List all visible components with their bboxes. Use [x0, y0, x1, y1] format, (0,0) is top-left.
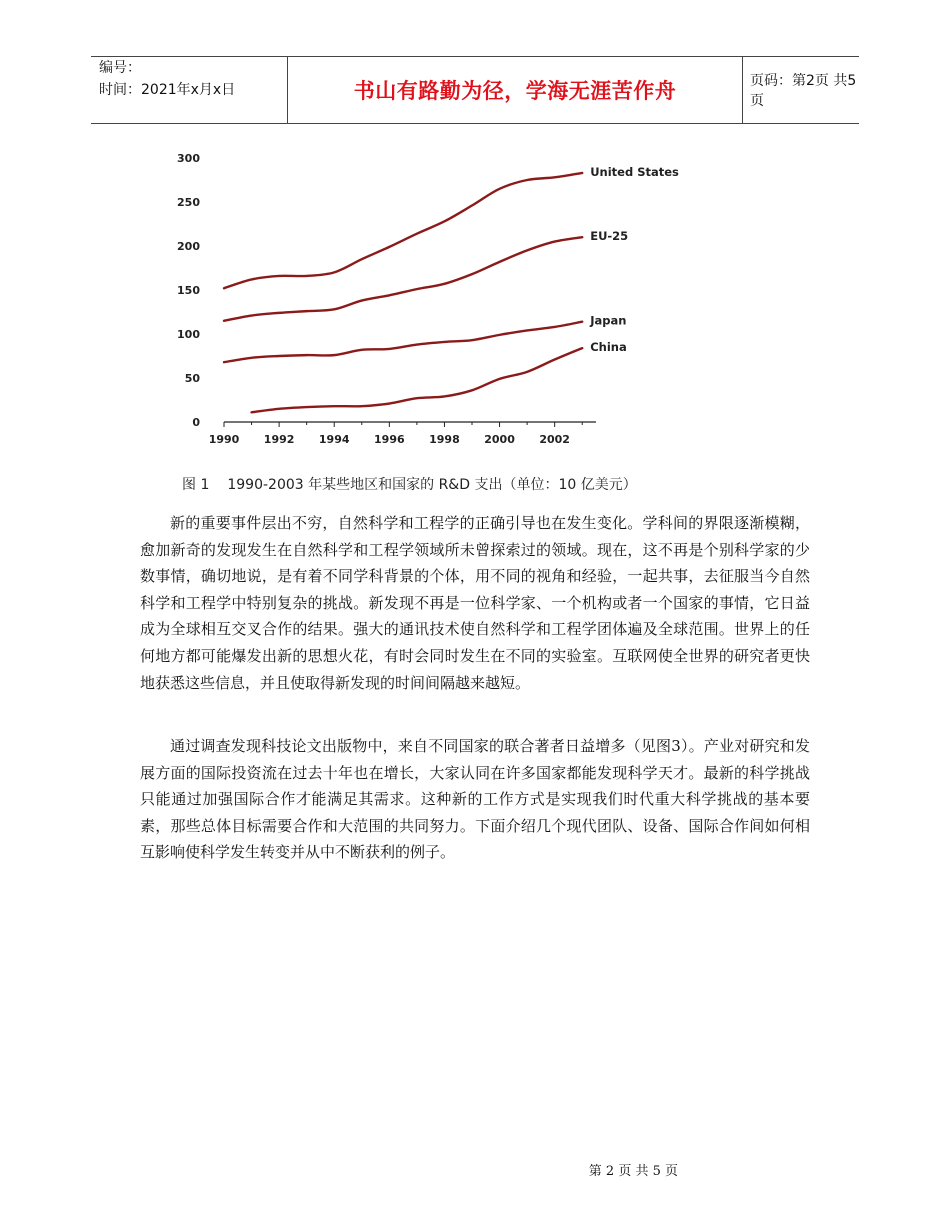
x-tick-label: 2000 — [484, 433, 515, 446]
y-tick-label: 50 — [184, 372, 200, 385]
figure-caption-text: 1990-2003 年某些地区和国家的 R&D 支出（单位：10 亿美元） — [227, 477, 637, 493]
doc-time-label: 时间：2021年x月x日 — [99, 82, 236, 98]
figure-number: 图 1 — [182, 477, 210, 493]
x-tick-label: 1994 — [318, 433, 350, 446]
header-motto-cell — [287, 57, 743, 123]
series-line — [252, 348, 583, 412]
header-page-label: 页码：第2页 共5页 — [750, 73, 857, 109]
x-tick-label: 1996 — [374, 433, 405, 446]
document-header — [91, 56, 859, 124]
y-tick-label: 200 — [177, 240, 200, 253]
figure-caption — [182, 474, 637, 494]
header-motto: 书山有路勤为径，学海无涯苦作舟 — [353, 79, 677, 103]
x-tick-label: 1998 — [429, 433, 460, 446]
series-line — [224, 173, 582, 288]
y-tick-label: 300 — [177, 152, 200, 165]
y-tick-label: 0 — [192, 416, 200, 429]
x-tick-label: 2002 — [539, 433, 570, 446]
body-paragraph-1: 新的重要事件层出不穷，自然科学和工程学的正确引导也在发生变化。学科间的界限逐渐模糊，愈加新奇的发现发生在自然科学和工程学领域所未曾探索过的领域。现在，这不再是个别科学家的少数事情，确切地说，是有着不同学科背景的个体，用不同的视角和经验，一起共事，去征服当今自然科学和工程学中特别复杂的挑战。新发现不再是一位科学家、一个机构或者一个国家的事情，它日益成为全球相互交叉合作的结果。强大的通讯技术使自然科学和工程学团体遍及全球范围。世界上的任何地方都可能爆发出新的思想火花，有时会同时发生在不同的实验室。互联网使全世界的研究者更快地获悉这些信息，并且使取得新发现的时间间隔越来越短。 — [140, 514, 810, 692]
page-footer: 第 2 页 共 5 页 — [588, 1164, 678, 1179]
header-meta-cell — [91, 57, 287, 123]
series-line — [224, 237, 582, 321]
series-label: United States — [590, 164, 679, 179]
x-tick-label: 1990 — [208, 433, 240, 446]
series-label: Japan — [590, 313, 627, 328]
series-line — [224, 322, 582, 362]
x-tick-label: 1992 — [263, 433, 295, 446]
body-paragraph-2: 通过调查发现科技论文出版物中，来自不同国家的联合著者日益增多（见图3）。产业对研究和发展方面的国际投资流在过去十年也在增长，大家认同在许多国家都能发现科学天才。最新的科学挑战只能通过加强国际合作才能满足其需求。这种新的工作方式是实现我们时代重大科学挑战的基本要素，那些总体目标需要合作和大范围的共同努力。下面介绍几个现代团队、设备、国际合作间如何相互影响使科学发生转变并从中不断获利的例子。 — [140, 737, 810, 862]
y-tick-label: 250 — [177, 196, 200, 209]
header-page-cell — [742, 57, 859, 123]
series-label: China — [590, 340, 627, 355]
y-tick-label: 100 — [177, 328, 200, 341]
y-tick-label: 150 — [177, 284, 200, 297]
rd-spending-line-chart — [160, 140, 720, 460]
series-label: EU-25 — [590, 229, 629, 244]
doc-number-label: 编号： — [99, 60, 141, 76]
